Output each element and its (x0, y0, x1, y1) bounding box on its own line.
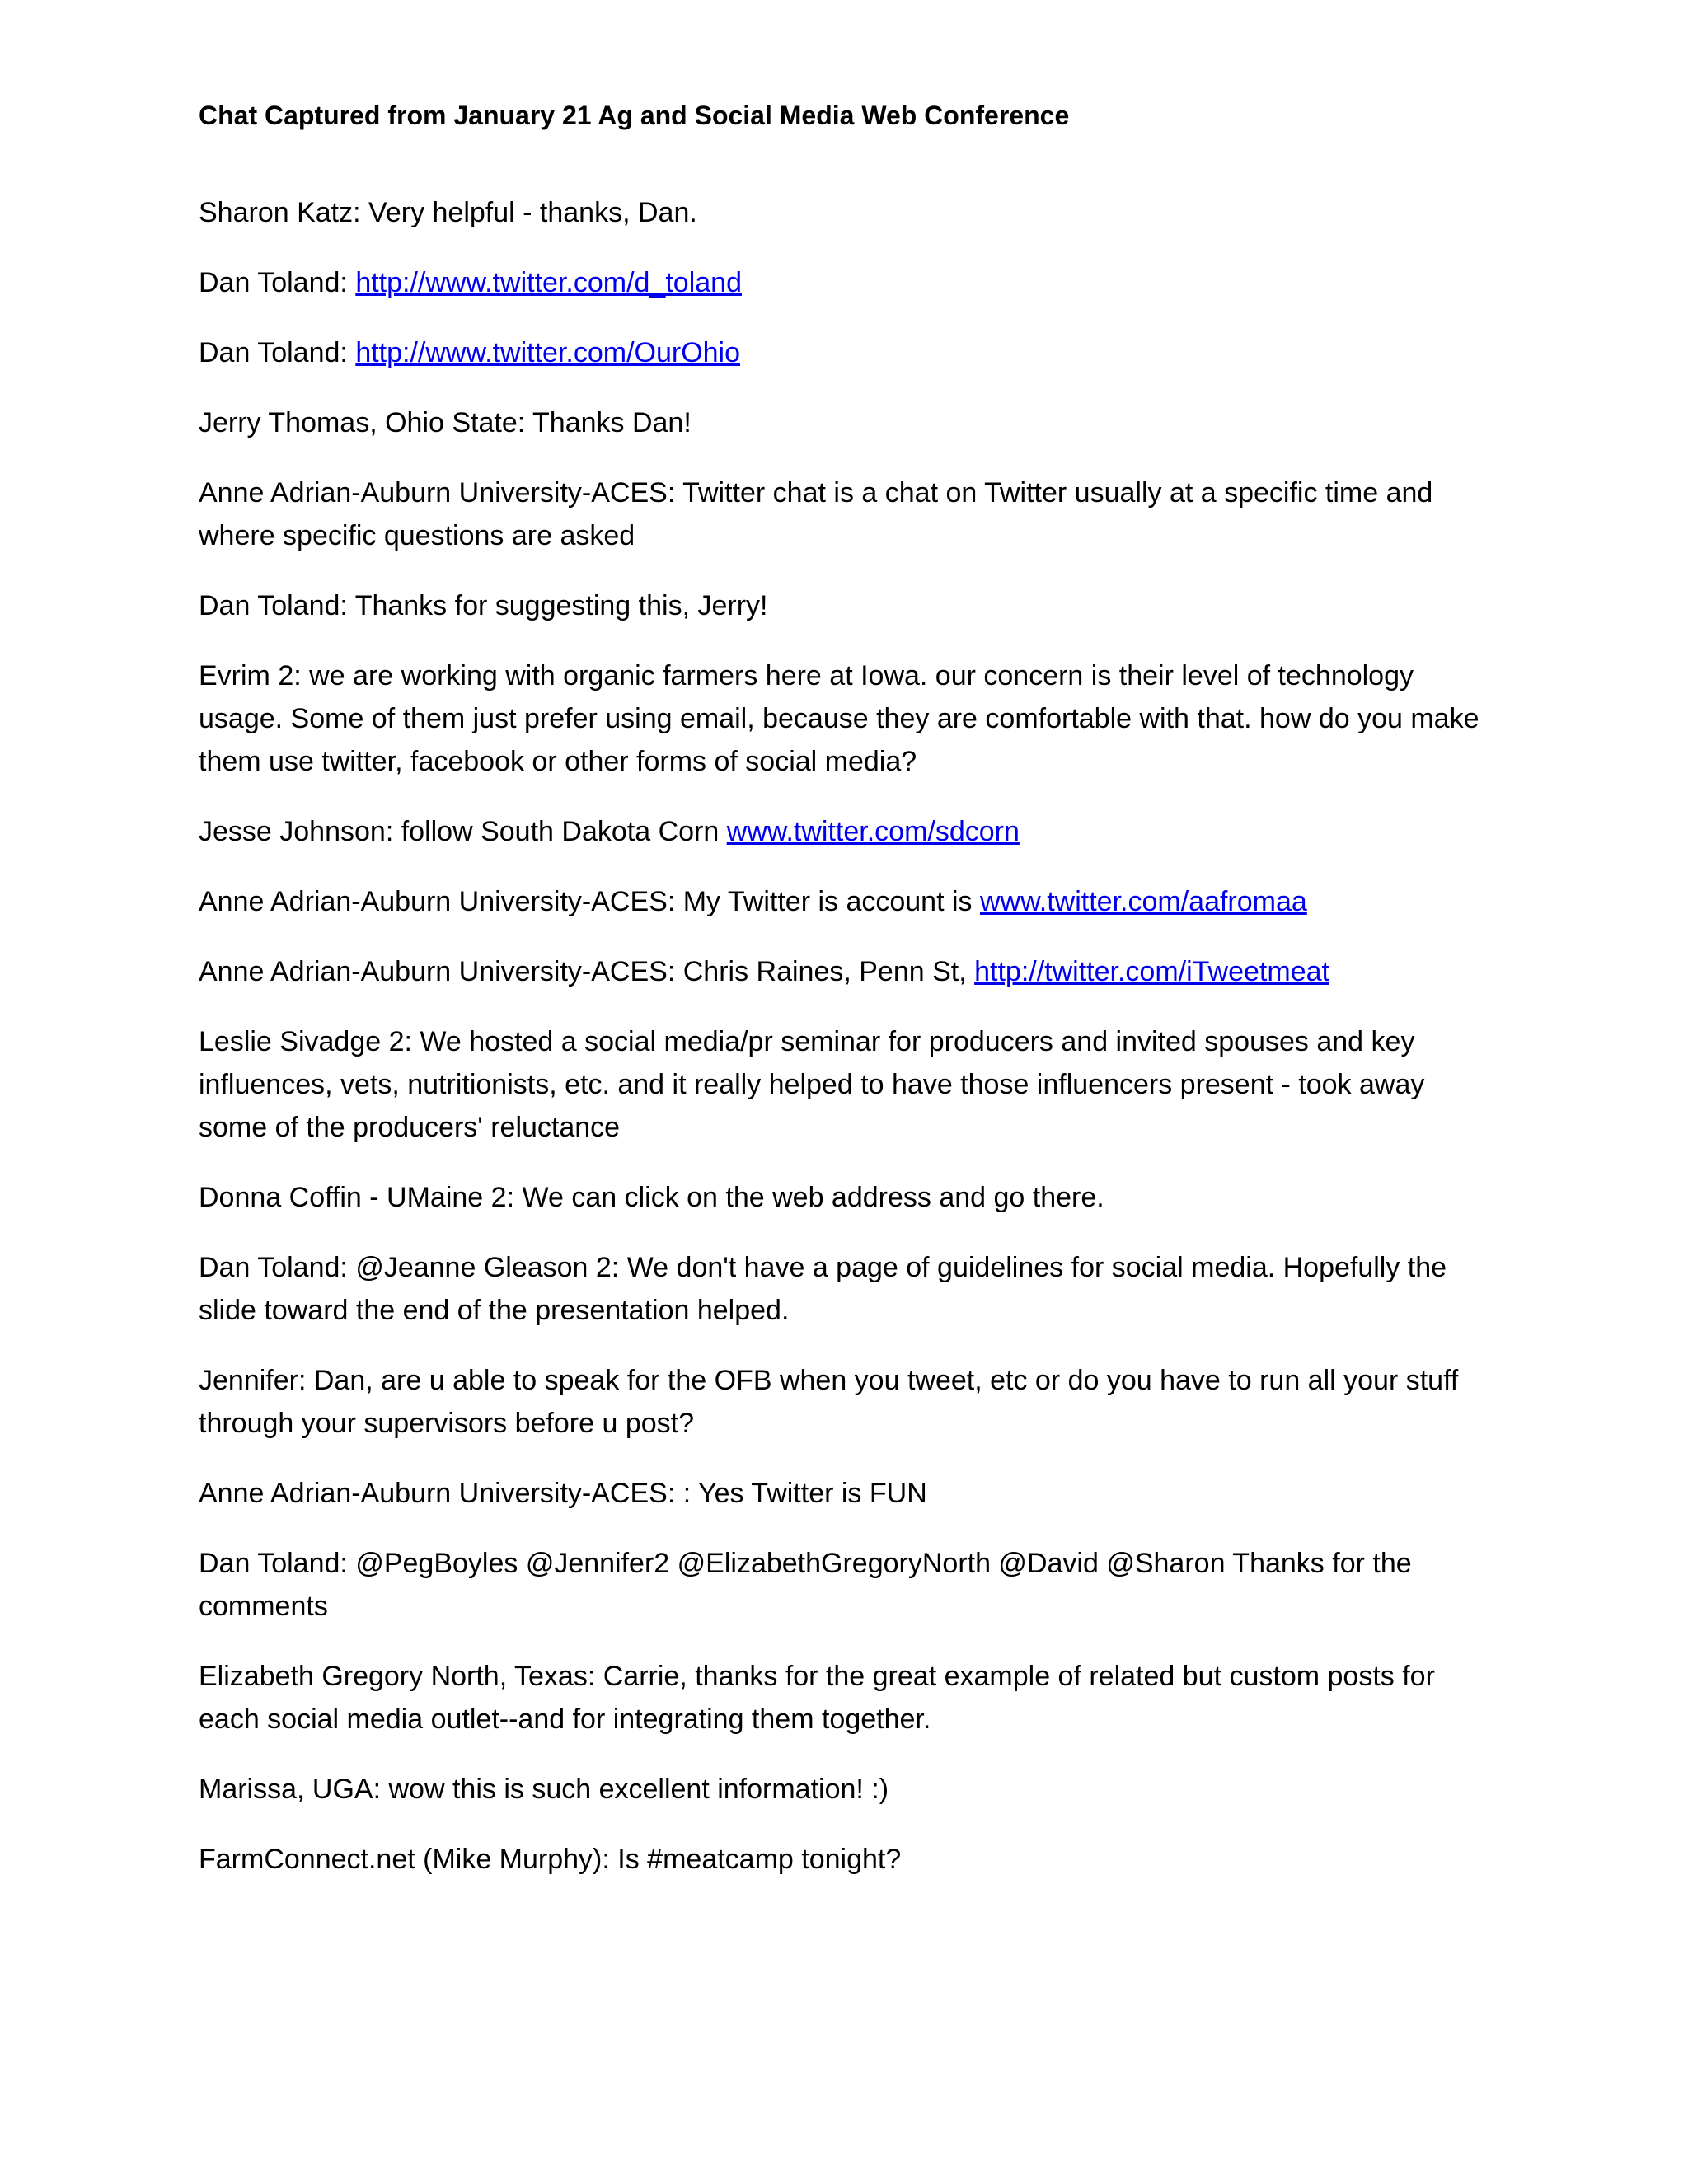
chat-message: Thanks Dan! (532, 407, 692, 438)
chat-entry: Jennifer: Dan, are u able to speak for the OFB when you tweet, etc or do you have to run all your stuff through your supervisors before u post? (199, 1365, 1459, 1439)
chat-entry: Donna Coffin - UMaine 2: We can click on the web address and go there. (199, 1182, 1104, 1213)
chat-entry: Sharon Katz: Very helpful - thanks, Dan. (199, 197, 697, 228)
chat-message: we are working with organic farmers here at Iowa. our concern is their level of technology usage. Some of them just prefer using email, because they are comfortable with that. how do you make them use twitter, facebook or other forms of social media? (199, 660, 1479, 777)
chat-author: Dan Toland (199, 267, 340, 298)
chat-message: follow South Dakota Corn (401, 816, 727, 847)
chat-entry: Dan Toland: http://www.twitter.com/d_toland (199, 267, 742, 298)
chat-message: Thanks for suggesting this, Jerry! (354, 590, 768, 621)
chat-entry: Elizabeth Gregory North, Texas: Carrie, thanks for the great example of related but custom posts for each social media outlet--and for integrating them together. (199, 1661, 1435, 1735)
chat-message: Chris Raines, Penn St, (682, 956, 975, 987)
chat-link[interactable]: http://www.twitter.com/OurOhio (355, 337, 741, 368)
chat-message: My Twitter is account is (682, 886, 980, 917)
chat-entry: Dan Toland: http://www.twitter.com/OurOhio (199, 337, 741, 368)
chat-entry: Marissa, UGA: wow this is such excellent information! :) (199, 1774, 889, 1805)
chat-author: FarmConnect.net (Mike Murphy) (199, 1844, 603, 1875)
chat-message: We hosted a social media/pr seminar for producers and invited spouses and key influences, vets, nutritionists, etc. and it really helped to have those influencers present - took away some of the producers' reluctance (199, 1026, 1425, 1143)
chat-link[interactable]: http://twitter.com/iTweetmeat (974, 956, 1329, 987)
chat-author: Dan Toland (199, 590, 340, 621)
chat-author: Dan Toland (199, 1548, 340, 1579)
chat-author: Leslie Sivadge 2 (199, 1026, 405, 1057)
chat-message: Very helpful - thanks, Dan. (368, 197, 697, 228)
chat-message: wow this is such excellent information! :) (388, 1774, 889, 1805)
chat-entry: Anne Adrian-Auburn University-ACES: My Twitter is account is www.twitter.com/aafromaa (199, 886, 1307, 917)
document-title: Chat Captured from January 21 Ag and Social Media Web Conference (199, 101, 1070, 130)
chat-entry: Leslie Sivadge 2: We hosted a social media/pr seminar for producers and invited spouses and key influences, vets, nutritionists, etc. and it really helped to have those influencers present - took away some of the producers' reluctance (199, 1026, 1425, 1143)
chat-message: @Jeanne Gleason 2: We don't have a page of guidelines for social media. Hopefully the slide toward the end of the presentation helped. (199, 1252, 1447, 1326)
chat-message: Twitter chat is a chat on Twitter usually at a specific time and where specific questions are asked (199, 477, 1433, 551)
chat-entry: Dan Toland: @PegBoyles @Jennifer2 @ElizabethGregoryNorth @David @Sharon Thanks for the comments (199, 1548, 1412, 1622)
chat-author: Donna Coffin - UMaine 2 (199, 1182, 507, 1213)
chat-author: Marissa, UGA (199, 1774, 373, 1805)
chat-author: Dan Toland (199, 1252, 340, 1283)
chat-entry: Anne Adrian-Auburn University-ACES: Chris Raines, Penn St, http://twitter.com/iTweetmeat (199, 956, 1329, 987)
chat-message: We can click on the web address and go there. (522, 1182, 1104, 1213)
document-content (199, 94, 1484, 1908)
chat-message: Carrie, thanks for the great example of related but custom posts for each social media outlet--and for integrating them together. (199, 1661, 1435, 1735)
chat-link[interactable]: www.twitter.com/aafromaa (980, 886, 1307, 917)
chat-entry: Dan Toland: Thanks for suggesting this, Jerry! (199, 590, 768, 621)
chat-author: Elizabeth Gregory North, Texas (199, 1661, 588, 1692)
chat-author: Dan Toland (199, 337, 340, 368)
chat-author: Sharon Katz (199, 197, 354, 228)
chat-link[interactable]: www.twitter.com/sdcorn (726, 816, 1020, 847)
chat-author: Anne Adrian-Auburn University-ACES (199, 1478, 668, 1509)
chat-author: Anne Adrian-Auburn University-ACES (199, 477, 668, 509)
chat-message: @PegBoyles @Jennifer2 @ElizabethGregoryNorth @David @Sharon Thanks for the comments (199, 1548, 1412, 1622)
chat-author: Jennifer (199, 1365, 298, 1396)
chat-author: Jesse Johnson (199, 816, 386, 847)
chat-entry: Evrim 2: we are working with organic farmers here at Iowa. our concern is their level of technology usage. Some of them just prefer using email, because they are comfortable with that. how do you make them use twitter, facebook or other forms of social media? (199, 660, 1479, 777)
chat-message: : Yes Twitter is FUN (682, 1478, 927, 1509)
chat-entry: Anne Adrian-Auburn University-ACES: Twitter chat is a chat on Twitter usually at a specific time and where specific questions are asked (199, 477, 1433, 551)
chat-entry: FarmConnect.net (Mike Murphy): Is #meatcamp tonight? (199, 1844, 902, 1875)
chat-entry: Dan Toland: @Jeanne Gleason 2: We don't have a page of guidelines for social media. Hopefully the slide toward the end of the presentation helped. (199, 1252, 1447, 1326)
chat-author: Anne Adrian-Auburn University-ACES (199, 956, 668, 987)
chat-author: Jerry Thomas, Ohio State (199, 407, 518, 438)
chat-link[interactable]: http://www.twitter.com/d_toland (355, 267, 742, 298)
chat-entry: Jerry Thomas, Ohio State: Thanks Dan! (199, 407, 692, 438)
chat-entry: Anne Adrian-Auburn University-ACES: : Yes Twitter is FUN (199, 1478, 927, 1509)
chat-author: Anne Adrian-Auburn University-ACES (199, 886, 668, 917)
chat-message: Is #meatcamp tonight? (617, 1844, 902, 1875)
chat-author: Evrim 2 (199, 660, 294, 691)
chat-message: Dan, are u able to speak for the OFB when you tweet, etc or do you have to run all your stuff through your supervisors before u post? (199, 1365, 1459, 1439)
chat-entry: Jesse Johnson: follow South Dakota Corn www.twitter.com/sdcorn (199, 816, 1020, 847)
